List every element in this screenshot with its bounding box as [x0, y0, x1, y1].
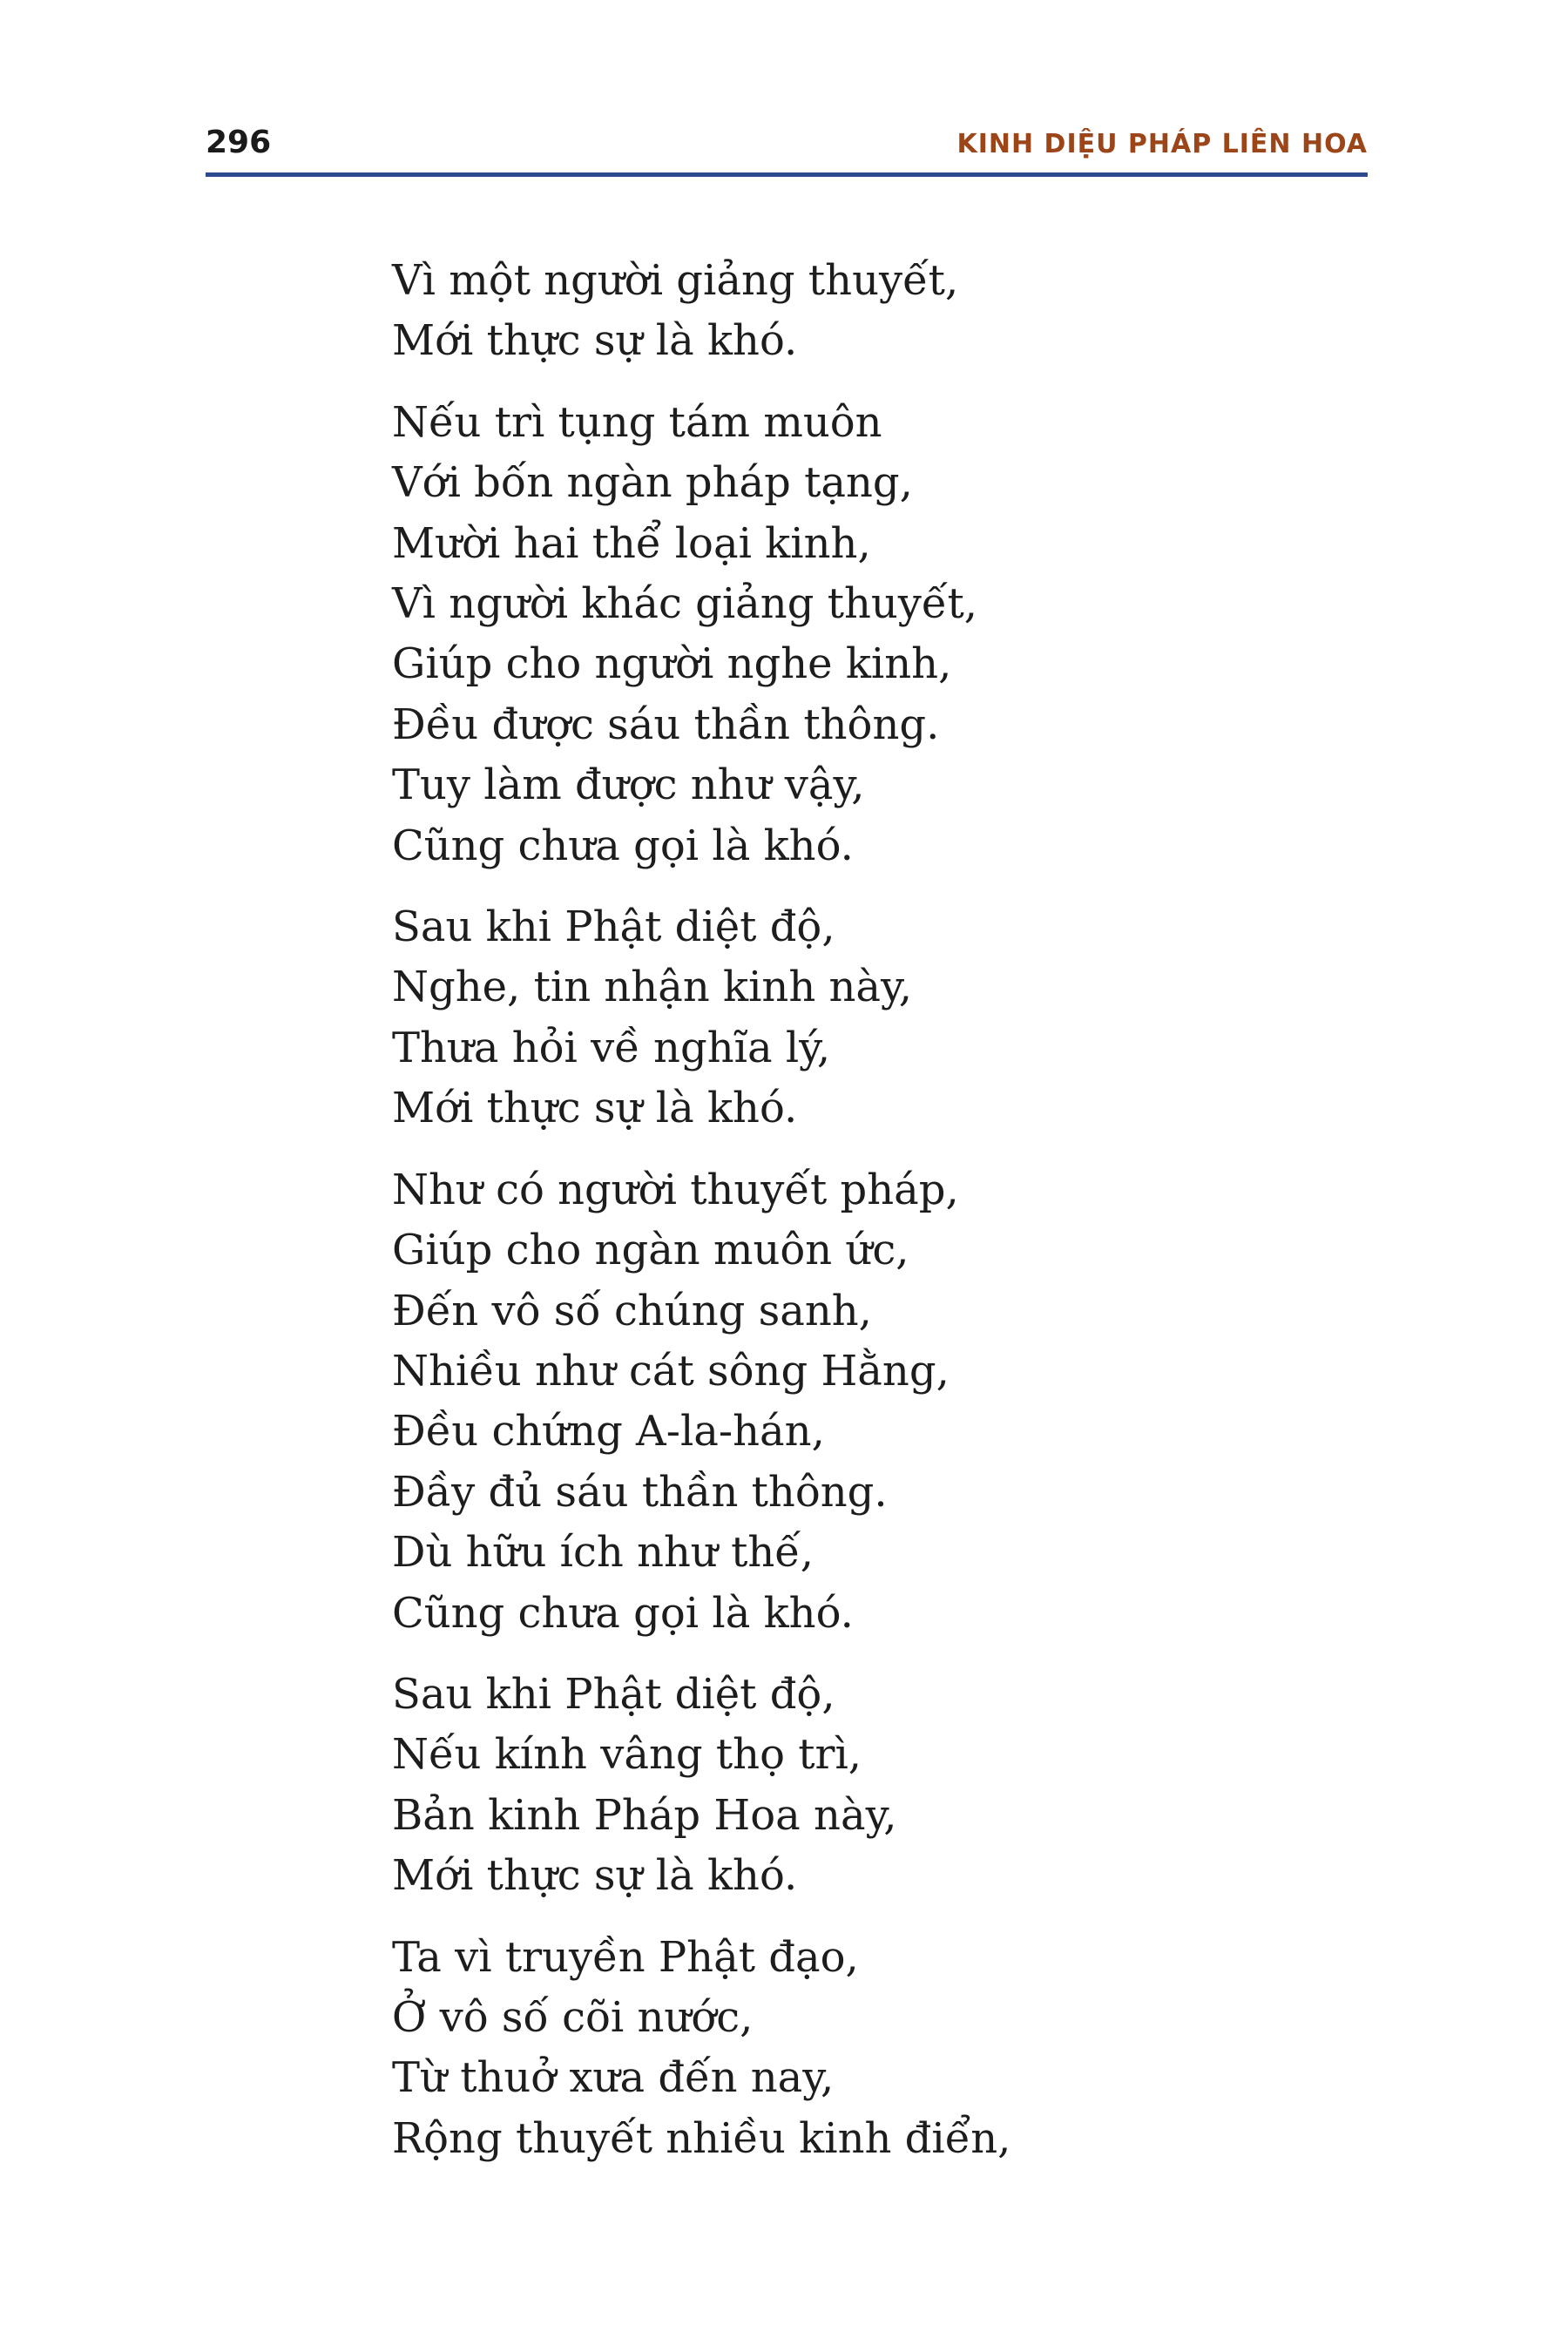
verse-line: Nếu trì tụng tám muôn [392, 397, 882, 447]
verse-line: Giúp cho người nghe kinh, [392, 639, 952, 689]
verse-line: Đầy đủ sáu thần thông. [392, 1467, 888, 1517]
verse-line: Mới thực sự là khó. [392, 316, 798, 366]
stanza [392, 251, 1263, 372]
verse-line: Nhiều như cát sông Hằng, [392, 1346, 950, 1396]
verse-line: Nghe, tin nhận kinh này, [392, 963, 913, 1012]
stanza [392, 897, 1263, 1139]
stanza [392, 1665, 1263, 1907]
verse-line: Nếu kính vâng thọ trì, [392, 1730, 862, 1780]
verse-line: Rộng thuyết nhiều kinh điển, [392, 2113, 1011, 2163]
verse-line: Vì người khác giảng thuyết, [392, 579, 977, 629]
verse-line: Bản kinh Pháp Hoa này, [392, 1790, 897, 1840]
verse-line: Sau khi Phật diệt độ, [392, 1669, 835, 1719]
page-number: 296 [206, 125, 272, 160]
verse-line: Thưa hỏi về nghĩa lý, [392, 1023, 831, 1072]
header-divider [206, 172, 1368, 177]
verse-line: Đều được sáu thần thông. [392, 700, 940, 749]
verse-line: Sau khi Phật diệt độ, [392, 902, 835, 952]
verse-body [392, 251, 1263, 2190]
verse-line: Ở vô số cõi nước, [392, 1992, 754, 2042]
verse-line: Mới thực sự là khó. [392, 1084, 798, 1133]
verse-line: Giúp cho ngàn muôn ức, [392, 1226, 909, 1275]
stanza [392, 1928, 1263, 2170]
verse-line: Mười hai thể loại kinh, [392, 518, 871, 568]
verse-line: Vì một người giảng thuyết, [392, 256, 959, 305]
running-title: KINH DIỆU PHÁP LIÊN HOA [956, 129, 1368, 159]
verse-line: Như có người thuyết pháp, [392, 1165, 959, 1214]
page-header [206, 124, 1368, 176]
verse-line: Đến vô số chúng sanh, [392, 1286, 872, 1335]
stanza [392, 1160, 1263, 1644]
verse-line: Đều chứng A-la-hán, [392, 1407, 825, 1456]
verse-line: Tuy làm được như vậy, [392, 760, 865, 810]
verse-line: Cũng chưa gọi là khó. [392, 1588, 854, 1638]
verse-line: Với bốn ngàn pháp tạng, [392, 458, 913, 508]
stanza [392, 393, 1263, 876]
verse-line: Mới thực sự là khó. [392, 1851, 798, 1901]
verse-line: Dù hữu ích như thế, [392, 1528, 814, 1578]
verse-line: Từ thuở xưa đến nay, [392, 2053, 835, 2103]
verse-line: Ta vì truyền Phật đạo, [392, 1932, 859, 1982]
verse-line: Cũng chưa gọi là khó. [392, 821, 854, 870]
